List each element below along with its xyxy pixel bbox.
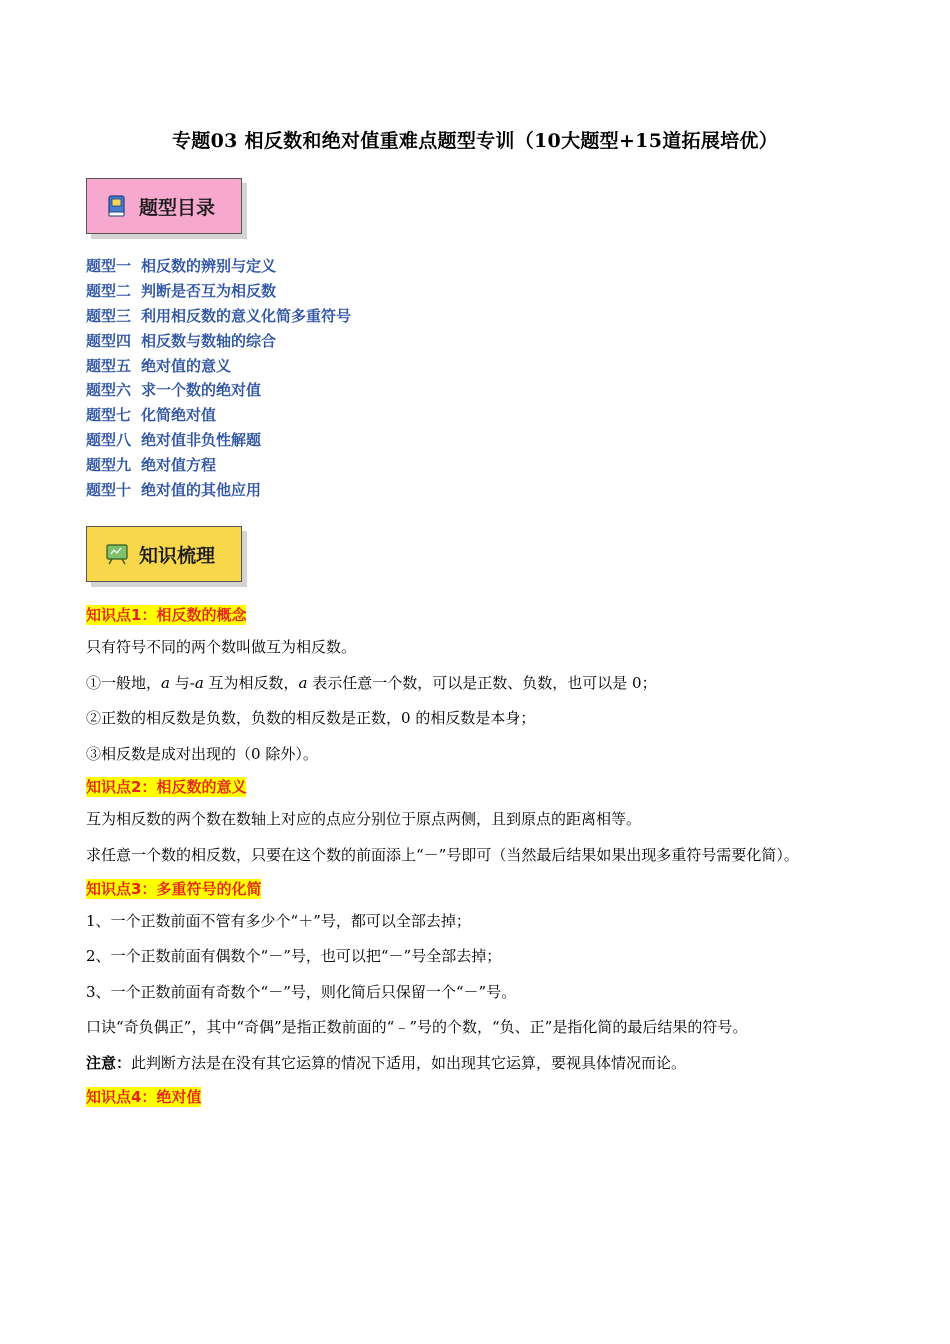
- book-icon: [105, 194, 129, 218]
- toc-item-number: 题型八: [86, 431, 132, 450]
- toc-item-label: 绝对值方程: [141, 456, 217, 475]
- knowledge-banner-label: 知识梳理: [139, 544, 216, 567]
- toc-banner: [86, 178, 242, 234]
- heading-text: 知识点1：相反数的概念: [86, 606, 247, 624]
- toc-item-number: 题型六: [86, 381, 132, 400]
- toc-item[interactable]: [86, 478, 351, 503]
- variable: a: [161, 673, 170, 692]
- toc-banner-label: 题型目录: [139, 196, 216, 219]
- toc-item[interactable]: [86, 254, 351, 279]
- text-run: ①一般地，: [86, 673, 162, 692]
- toc-item[interactable]: [86, 279, 351, 304]
- paragraph: ②正数的相反数是负数，负数的相反数是正数，0 的相反数是本身；: [86, 709, 536, 728]
- paragraph: ③相反数是成对出现的（0 除外）。: [86, 744, 318, 763]
- variable: a: [298, 673, 308, 692]
- toc-item-number: 题型三: [86, 306, 132, 325]
- toc-item-number: 题型九: [86, 456, 132, 475]
- toc-item-label: 相反数与数轴的综合: [141, 331, 277, 350]
- knowledge-banner: [86, 526, 242, 582]
- heading-text: 知识点4：绝对值: [86, 1087, 202, 1106]
- paragraph: 3、一个正数前面有奇数个“－”号，则化简后只保留一个“－”号。: [86, 982, 517, 1001]
- text-run: 与: [169, 673, 190, 692]
- heading-text: 知识点3：多重符号的化简: [86, 879, 262, 898]
- paragraph: 求任意一个数的相反数，只要在这个数的前面添上“－”号即可（当然最后结果如果出现多重符号需要化简）。: [86, 845, 799, 864]
- knowledge-point-heading: [86, 874, 866, 904]
- knowledge-content: [86, 600, 866, 1112]
- toc-item-label: 绝对值的其他应用: [141, 481, 262, 500]
- knowledge-point-heading: [86, 600, 866, 630]
- toc-item[interactable]: [86, 354, 351, 379]
- note-paragraph: [86, 1046, 866, 1082]
- toc-item[interactable]: [86, 403, 351, 428]
- toc-item-number: 题型四: [86, 331, 132, 350]
- paragraph: 只有符号不同的两个数叫做互为相反数。: [86, 638, 357, 656]
- text-run: 表示任意一个数，可以是正数、负数，也可以是 0；: [307, 673, 657, 692]
- heading-text: 知识点2：相反数的意义: [86, 778, 247, 797]
- toc-item-number: 题型一: [86, 257, 132, 275]
- toc-item-label: 利用相反数的意义化简多重符号: [141, 306, 352, 325]
- knowledge-point-heading: [86, 1082, 866, 1112]
- toc-item-number: 题型二: [86, 281, 132, 300]
- toc-item-label: 绝对值的意义: [141, 356, 232, 375]
- variable: -a: [189, 673, 204, 692]
- paragraph: 1、一个正数前面不管有多少个“＋”号，都可以全部去掉；: [86, 911, 471, 930]
- toc-item[interactable]: [86, 304, 351, 329]
- toc-item-label: 化简绝对值: [141, 406, 217, 425]
- toc-item[interactable]: [86, 428, 351, 453]
- toc-item-number: 题型七: [86, 406, 132, 425]
- toc-item-label: 判断是否互为相反数: [141, 281, 277, 300]
- page-title: 专题03 相反数和绝对值重难点题型专训（10大题型+15道拓展培优）: [171, 130, 779, 152]
- paragraph: 互为相反数的两个数在数轴上对应的点应分别位于原点两侧，且到原点的距离相等。: [86, 810, 642, 829]
- paragraph: 2、一个正数前面有偶数个“－”号，也可以把“－”号全部去掉；: [86, 947, 502, 966]
- note-text: 此判断方法是在没有其它运算的情况下适用，如出现其它运算，要视具体情况而论。: [131, 1053, 687, 1072]
- text-run: 互为相反数，: [203, 673, 299, 692]
- toc-item-number: 题型十: [86, 481, 132, 500]
- toc-item[interactable]: [86, 378, 351, 403]
- knowledge-point-heading: [86, 772, 866, 802]
- toc-item[interactable]: [86, 329, 351, 354]
- toc-item-label: 求一个数的绝对值: [141, 381, 262, 400]
- toc-item-label: 相反数的辨别与定义: [141, 257, 277, 275]
- toc-list: [86, 254, 351, 503]
- toc-item[interactable]: [86, 453, 351, 478]
- paragraph: [86, 666, 866, 702]
- note-label: 注意：: [86, 1053, 132, 1072]
- toc-item-number: 题型五: [86, 356, 132, 375]
- blackboard-icon: [105, 542, 129, 566]
- paragraph: 口诀“奇负偶正”，其中“奇偶”是指正数前面的“﹣”号的个数，“负、正”是指化简的最后结果的符号。: [86, 1018, 748, 1037]
- toc-item-label: 绝对值非负性解题: [141, 431, 262, 450]
